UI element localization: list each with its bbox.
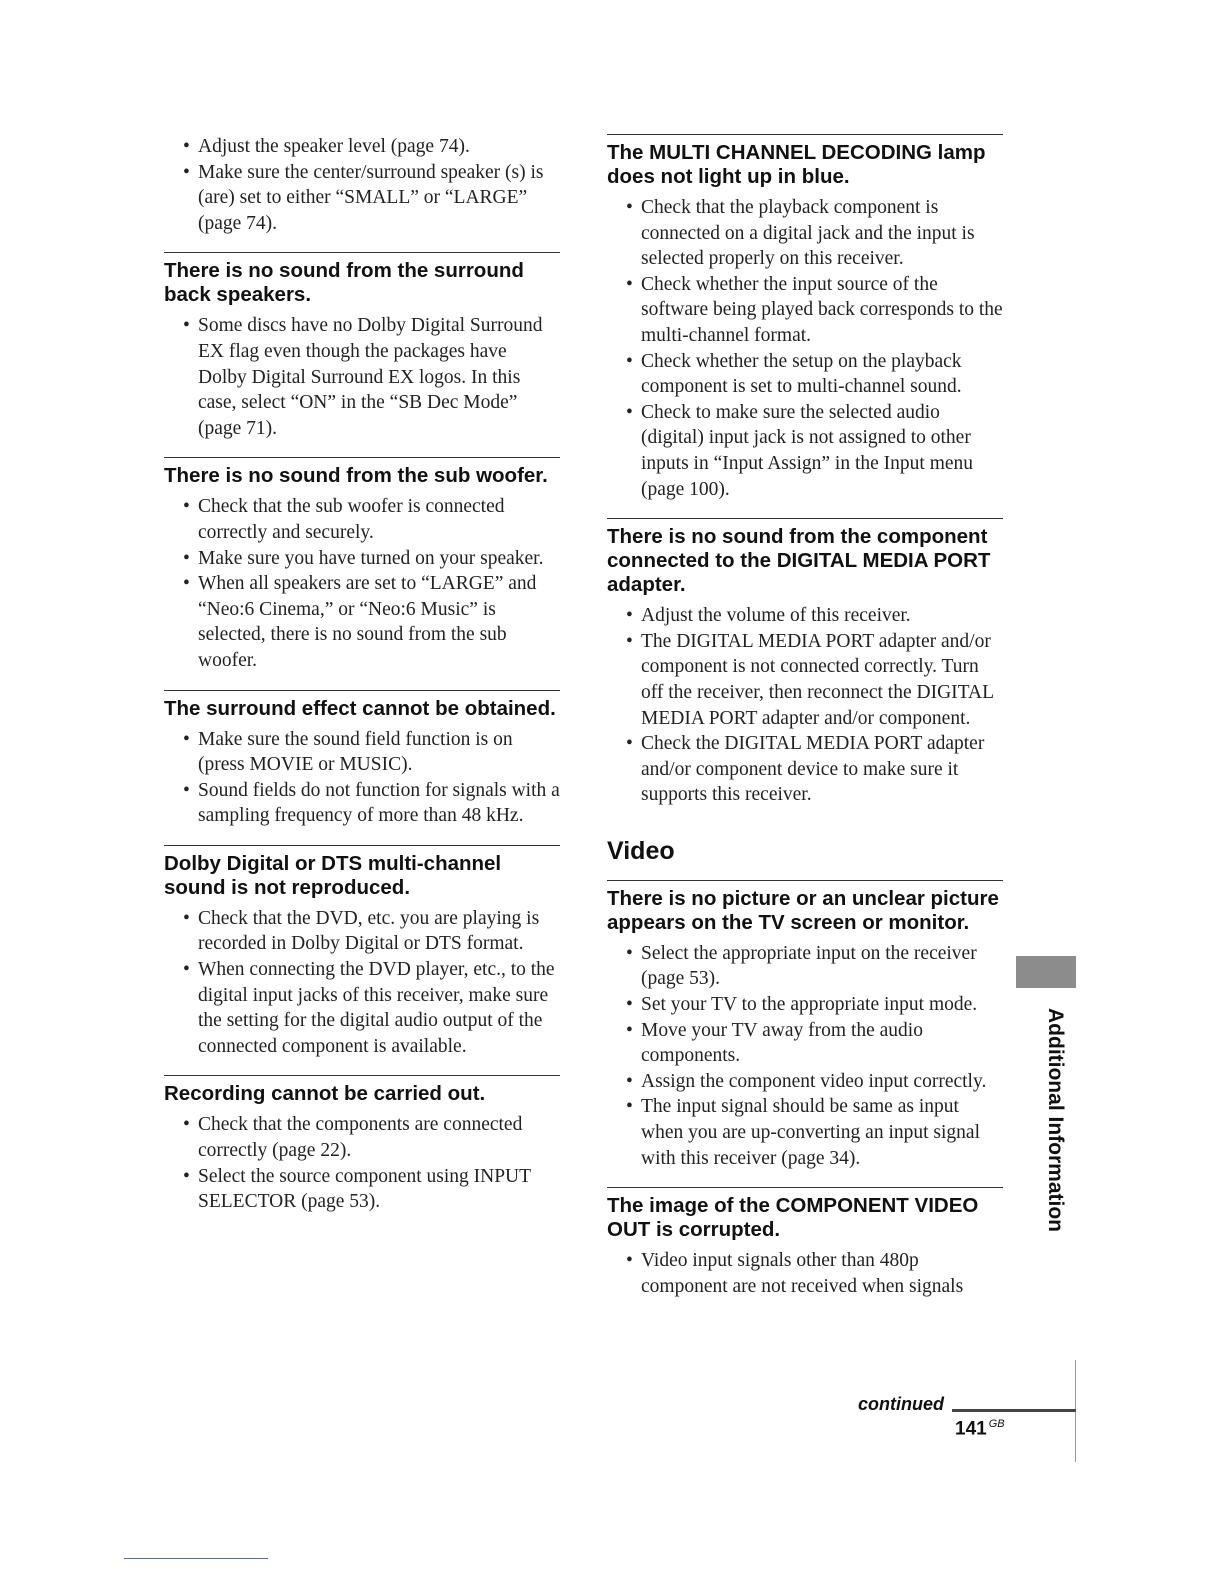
bullet-item: • Select the source component using INPUT SELECTOR (page 53). bbox=[164, 1164, 560, 1215]
bullet-item: • Check whether the input source of the software being played back corresponds to the multi-channel format. bbox=[607, 272, 1003, 349]
section-heading: The surround effect cannot be obtained. bbox=[164, 696, 556, 720]
troubleshooting-section bbox=[607, 518, 1003, 808]
bullet-list bbox=[164, 134, 560, 236]
bullet-list bbox=[164, 906, 560, 1060]
bullet-item: • Some discs have no Dolby Digital Surround EX flag even though the packages have Dolby Digital Surround EX logos. In this case, select “ON” in the “SB Dec Mode” (page 71). bbox=[164, 313, 560, 441]
bullet-item: • Video input signals other than 480p component are not received when signals bbox=[607, 1248, 1003, 1299]
section-tab-label: Additional Information bbox=[1044, 1008, 1067, 1232]
bullet-item: • Adjust the speaker level (page 74). bbox=[164, 134, 560, 160]
troubleshooting-section bbox=[164, 134, 560, 236]
bullet-item: • Check that the playback component is connected on a digital jack and the input is selected properly on this receiver. bbox=[607, 195, 1003, 272]
bottom-rule bbox=[124, 1558, 268, 1559]
right-column bbox=[607, 134, 1003, 1299]
bullet-list bbox=[607, 1248, 1003, 1299]
bullet-item: • Check to make sure the selected audio (digital) input jack is not assigned to other inputs in “Input Assign” in the Input menu (page 100). bbox=[607, 400, 1003, 502]
section-rule bbox=[607, 1187, 1003, 1188]
section-rule bbox=[164, 252, 560, 253]
troubleshooting-section bbox=[607, 1187, 1003, 1299]
troubleshooting-section bbox=[164, 252, 560, 441]
section-rule bbox=[607, 880, 1003, 881]
bullet-item: • Make sure the sound field function is on (press MOVIE or MUSIC). bbox=[164, 727, 560, 778]
section-heading: Dolby Digital or DTS multi-channel sound is not reproduced. bbox=[164, 851, 502, 899]
continued-label: continued bbox=[858, 1394, 944, 1414]
bullet-item: • Make sure you have turned on your speaker. bbox=[164, 546, 560, 572]
bullet-list bbox=[164, 727, 560, 829]
section-rule bbox=[164, 1075, 560, 1076]
section-heading: The image of the COMPONENT VIDEO OUT is corrupted. bbox=[607, 1194, 979, 1242]
section-rule bbox=[607, 134, 1003, 135]
bullet-list bbox=[607, 603, 1003, 808]
bullet-item: • Check whether the setup on the playback component is set to multi-channel sound. bbox=[607, 349, 1003, 400]
audio-sections bbox=[607, 134, 1003, 808]
bullet-item: • Sound fields do not function for signals with a sampling frequency of more than 48 kHz. bbox=[164, 778, 560, 829]
section-heading: There is no sound from the surround back speakers. bbox=[164, 259, 524, 307]
bullet-item: • When connecting the DVD player, etc., to the digital input jacks of this receiver, make sure the setting for the digital audio output of the connected component is available. bbox=[164, 957, 560, 1059]
bullet-list bbox=[164, 1112, 560, 1214]
bullet-list bbox=[164, 494, 560, 673]
troubleshooting-section bbox=[607, 880, 1003, 1171]
bullet-item: • Assign the component video input correctly. bbox=[607, 1069, 1003, 1095]
troubleshooting-section bbox=[607, 134, 1003, 502]
section-heading: There is no picture or an unclear picture appears on the TV screen or monitor. bbox=[607, 886, 999, 934]
bullet-list bbox=[164, 313, 560, 441]
bullet-item: • Make sure the center/surround speaker (s) is (are) set to either “SMALL” or “LARGE” (page 74). bbox=[164, 160, 560, 237]
left-column bbox=[164, 134, 560, 1215]
section-rule bbox=[164, 845, 560, 846]
bullet-item: • Adjust the volume of this receiver. bbox=[607, 603, 1003, 629]
troubleshooting-section bbox=[164, 690, 560, 829]
section-rule bbox=[164, 457, 560, 458]
section-heading: There is no sound from the component connected to the DIGITAL MEDIA PORT adapter. bbox=[607, 525, 991, 597]
bullet-item: • Check that the components are connected correctly (page 22). bbox=[164, 1112, 560, 1163]
bullet-item: • Move your TV away from the audio components. bbox=[607, 1018, 1003, 1069]
bullet-item: • When all speakers are set to “LARGE” and “Neo:6 Cinema,” or “Neo:6 Music” is selected, there is no sound from the sub woofer. bbox=[164, 571, 560, 673]
bullet-item: • Set your TV to the appropriate input mode. bbox=[607, 992, 1003, 1018]
troubleshooting-section bbox=[164, 457, 560, 673]
bullet-item: • Check that the sub woofer is connected correctly and securely. bbox=[164, 494, 560, 545]
video-section-title: Video bbox=[607, 836, 675, 865]
bullet-item: • Check that the DVD, etc. you are playing is recorded in Dolby Digital or DTS format. bbox=[164, 906, 560, 957]
bullet-list bbox=[607, 195, 1003, 502]
troubleshooting-section bbox=[164, 845, 560, 1060]
page-suffix: GB bbox=[988, 1418, 1005, 1430]
page-number: 141 bbox=[955, 1418, 987, 1440]
bullet-item: • Check the DIGITAL MEDIA PORT adapter and/or component device to make sure it supports this receiver. bbox=[607, 731, 1003, 808]
bullet-item: • Select the appropriate input on the receiver (page 53). bbox=[607, 941, 1003, 992]
section-rule bbox=[607, 518, 1003, 519]
section-heading: The MULTI CHANNEL DECODING lamp does not light up in blue. bbox=[607, 141, 986, 188]
bullet-list bbox=[607, 941, 1003, 1171]
bullet-item: • The DIGITAL MEDIA PORT adapter and/or component is not connected correctly. Turn off the receiver, then reconnect the DIGITAL MEDIA PORT adapter and/or component. bbox=[607, 629, 1003, 731]
section-heading: There is no sound from the sub woofer. bbox=[164, 464, 548, 488]
troubleshooting-section bbox=[164, 1075, 560, 1214]
continued-bar bbox=[952, 1409, 1076, 1412]
section-tab-marker bbox=[1016, 956, 1076, 988]
section-rule bbox=[164, 690, 560, 691]
page-number-block bbox=[955, 1418, 1005, 1440]
video-sections bbox=[607, 880, 1003, 1300]
continued-indicator bbox=[858, 1394, 1076, 1418]
section-heading: Recording cannot be carried out. bbox=[164, 1082, 486, 1106]
bullet-item: • The input signal should be same as input when you are up-converting an input signal with this receiver (page 34). bbox=[607, 1094, 1003, 1171]
